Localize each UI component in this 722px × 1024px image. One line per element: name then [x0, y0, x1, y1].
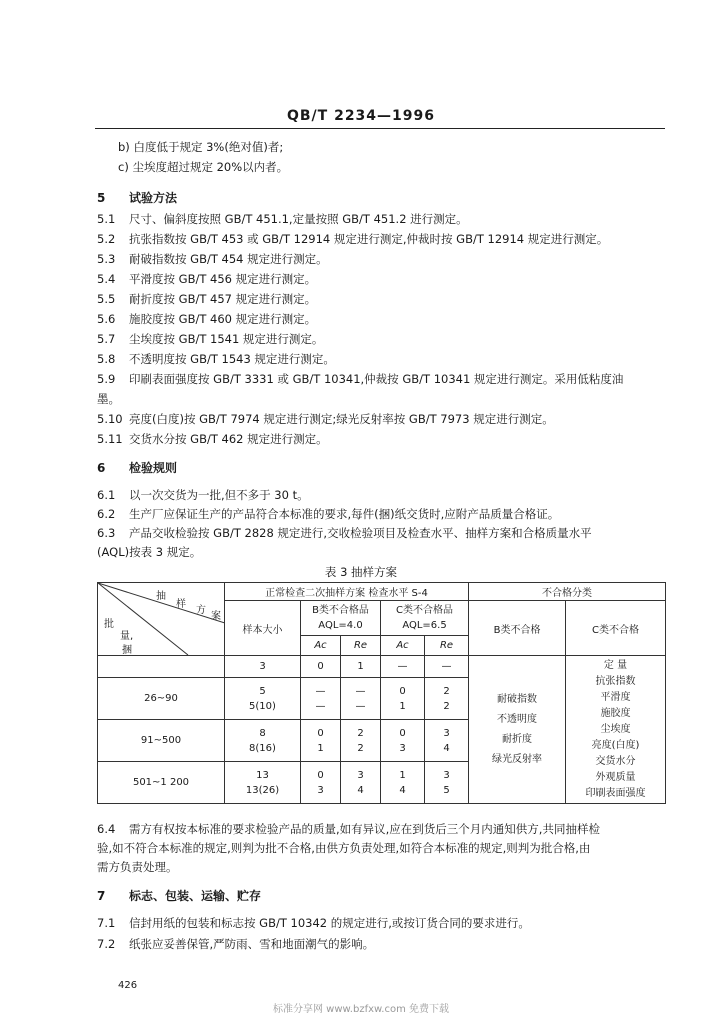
bac-cell [301, 678, 341, 720]
size-cell [225, 656, 301, 678]
item-text: 施胶度按 GB/T 460 规定进行测定。 [129, 312, 317, 326]
cac-cell [381, 720, 425, 762]
c-class-item: 定 量 [603, 659, 628, 671]
item-6-4-continuation-1: 验,如不符合本标准的规定,则判为批不合格,由供方负责处理,如符合本标准的规定,则判为批合格,由 [97, 841, 591, 855]
c-class-item: 施胶度 [600, 707, 631, 719]
size-value: 13(26) [245, 784, 280, 796]
header-c-defective [381, 601, 469, 636]
item-text: 纸张应妥善保管,严防雨、雪和地面潮气的影响。 [129, 937, 375, 951]
item-7-2 [97, 937, 374, 951]
item-5-8 [97, 352, 335, 366]
b-class-items [469, 656, 566, 804]
item-text: 耐破指数按 GB/T 454 规定进行测定。 [129, 252, 328, 266]
diag-char: 量, [120, 631, 134, 642]
bre-cell [341, 656, 381, 678]
bac-cell [301, 720, 341, 762]
header-c-ac: Ac [381, 636, 425, 656]
cre-value: 2 [443, 685, 450, 697]
lot-size-cell [98, 656, 225, 678]
cac-cell [381, 762, 425, 804]
cre-value: 3 [443, 769, 450, 781]
item-6-2 [97, 507, 559, 521]
bac-value: 3 [317, 784, 324, 796]
item-6-4 [97, 822, 600, 836]
diag-char: 样 [176, 599, 186, 610]
cac-value: 1 [399, 769, 406, 781]
c-class-item: 尘埃度 [600, 723, 631, 735]
item-text: 尺寸、偏斜度按照 GB/T 451.1,定量按照 GB/T 451.2 进行测定。 [129, 212, 468, 226]
section-title: 检验规则 [129, 461, 178, 475]
size-value: 5(10) [249, 700, 276, 712]
c-class-item: 外观质量 [595, 771, 636, 783]
b-class-item: 耐破指数 [497, 693, 538, 705]
item-5-3 [97, 252, 328, 266]
item-5-11 [97, 432, 328, 446]
b-class-item: 耐折度 [502, 733, 533, 745]
item-text: 信封用纸的包装和标志按 GB/T 10342 的规定进行,或按订货合同的要求进行。 [129, 916, 530, 930]
bre-value: 2 [357, 742, 364, 754]
cre-value: 2 [443, 700, 450, 712]
cre-cell [425, 678, 469, 720]
page-number: 426 [118, 980, 138, 991]
bac-value: 0 [317, 769, 324, 781]
diag-char: 方 [196, 605, 206, 616]
header-b-re: Re [341, 636, 381, 656]
item-text: 印刷表面强度按 GB/T 3331 或 GB/T 10341,仲裁按 GB/T 10341 规定进行测定。采用低粘度油 [129, 372, 624, 386]
bre-value: — [355, 700, 366, 712]
sampling-plan-table [97, 582, 666, 804]
item-text: 平滑度按 GB/T 456 规定进行测定。 [129, 272, 317, 286]
size-value: 8 [259, 727, 266, 739]
item-number: 5.10 [97, 412, 123, 426]
section-6-heading [97, 461, 177, 475]
item-number: 5.9 [97, 372, 116, 386]
diag-char: 案 [211, 611, 221, 622]
lot-size-cell: 501~1 200 [98, 762, 225, 804]
c-class-item: 交货水分 [595, 755, 636, 767]
item-5-5 [97, 292, 316, 306]
item-5-10 [97, 412, 554, 426]
size-value: 3 [259, 661, 266, 672]
bac-value: 0 [317, 727, 324, 739]
header-b-class: B类不合格 [469, 601, 566, 656]
bre-value: 1 [357, 661, 364, 672]
item-7-1 [97, 916, 530, 930]
item-text: 需方有权按本标准的要求检验产品的质量,如有异议,应在到货后三个月内通知供方,共同抽样检 [129, 822, 600, 836]
section-number: 5 [97, 191, 106, 205]
size-cell [225, 720, 301, 762]
item-text: 亮度(白度)按 GB/T 7974 规定进行测定;绿光反射率按 GB/T 7973 规定进行测定。 [129, 412, 554, 426]
bre-value: 2 [357, 727, 364, 739]
bac-value: — [315, 685, 326, 697]
item-text: 交货水分按 GB/T 462 规定进行测定。 [129, 432, 328, 446]
diag-char: 捆 [122, 645, 132, 656]
table-row [98, 656, 666, 678]
cac-cell [381, 656, 425, 678]
item-number: 5.4 [97, 272, 116, 286]
item-number: 5.11 [97, 432, 123, 446]
cac-value: 3 [399, 742, 406, 754]
size-value: 5 [259, 685, 266, 697]
item-text: 尘埃度按 GB/T 1541 规定进行测定。 [129, 332, 324, 346]
item-6-3 [97, 526, 592, 540]
cre-value: 3 [443, 727, 450, 739]
item-6-1 [97, 488, 309, 502]
section-7-heading [97, 889, 261, 903]
lot-size-cell: 26~90 [98, 678, 225, 720]
item-number: 5.2 [97, 232, 116, 246]
header-defect-class: 不合格分类 [469, 583, 666, 601]
item-number: 7.1 [97, 916, 116, 930]
header-c-aql: AQL=6.5 [402, 620, 447, 631]
cac-value: 1 [399, 700, 406, 712]
item-text: 产品交收检验按 GB/T 2828 规定进行,交收检验项目及检查水平、抽样方案和合格质量水平 [129, 526, 592, 540]
cac-value: 0 [399, 727, 406, 739]
bre-value: — [355, 685, 366, 697]
cre-cell [425, 656, 469, 678]
size-cell [225, 762, 301, 804]
item-text: 耐折度按 GB/T 457 规定进行测定。 [129, 292, 317, 306]
c-class-item: 抗张指数 [595, 675, 636, 687]
item-number: 6.4 [97, 822, 116, 836]
header-b-ac: Ac [301, 636, 341, 656]
bre-value: 3 [357, 769, 364, 781]
lot-size-cell: 91~500 [98, 720, 225, 762]
item-text: 抗张指数按 GB/T 453 或 GB/T 12914 规定进行测定,仲裁时按 GB/T 12914 规定进行测定。 [129, 232, 609, 246]
item-number: 5.5 [97, 292, 116, 306]
header-b-label: B类不合格品 [312, 605, 369, 616]
item-number: 5.6 [97, 312, 116, 326]
bac-value: 0 [317, 661, 324, 672]
c-class-item: 印刷表面强度 [585, 787, 646, 799]
bac-cell [301, 656, 341, 678]
section-number: 7 [97, 889, 106, 903]
diag-char: 批 [104, 619, 114, 630]
item-number: 5.8 [97, 352, 116, 366]
header-sample-size: 样本大小 [225, 601, 301, 656]
cre-cell [425, 762, 469, 804]
item-text: 生产厂应保证生产的产品符合本标准的要求,每件(捆)纸交货时,应附产品质量合格证。 [129, 507, 560, 521]
bre-cell [341, 720, 381, 762]
item-number: 7.2 [97, 937, 116, 951]
page-header-code: QB/T 2234—1996 [286, 108, 436, 124]
cac-cell [381, 678, 425, 720]
item-5-9 [97, 372, 623, 386]
bre-cell [341, 678, 381, 720]
size-value: 8(16) [249, 742, 276, 754]
header-b-defective [301, 601, 381, 636]
item-number: 6.3 [97, 526, 116, 540]
cac-value: 0 [399, 685, 406, 697]
diagonal-header-cell [98, 583, 225, 656]
section-5-heading [97, 191, 177, 205]
item-6-3-continuation: (AQL)按表 3 规定。 [97, 545, 202, 559]
item-number: 6.1 [97, 488, 116, 502]
header-c-re: Re [425, 636, 469, 656]
item-5-1 [97, 212, 468, 226]
item-5-7 [97, 332, 323, 346]
table-caption: 表 3 抽样方案 [324, 565, 398, 579]
item-5-6 [97, 312, 316, 326]
item-number: 5.3 [97, 252, 116, 266]
b-class-item: 不透明度 [497, 713, 538, 725]
diag-char: 抽 [156, 591, 166, 602]
bac-cell [301, 762, 341, 804]
bre-value: 4 [357, 784, 364, 796]
clause-c: c) 尘埃度超过规定 20%以内者。 [118, 160, 289, 174]
item-number: 5.7 [97, 332, 116, 346]
item-number: 5.1 [97, 212, 116, 226]
c-class-items [566, 656, 666, 804]
cac-value: 4 [399, 784, 406, 796]
cre-value: 4 [443, 742, 450, 754]
cre-cell [425, 720, 469, 762]
clause-b: b) 白度低于规定 3%(绝对值)者; [118, 140, 284, 154]
cre-value: 5 [443, 784, 450, 796]
header-rule [95, 128, 665, 129]
item-5-4 [97, 272, 316, 286]
section-title: 试验方法 [129, 191, 178, 205]
item-6-4-continuation-2: 需方负责处理。 [97, 860, 178, 874]
cac-value: — [397, 661, 408, 672]
item-5-9-continuation: 墨。 [97, 392, 120, 406]
item-text: 以一次交货为一批,但不多于 30 t。 [129, 488, 309, 502]
item-text: 不透明度按 GB/T 1543 规定进行测定。 [129, 352, 335, 366]
size-cell [225, 678, 301, 720]
watermark-text: 标准分享网 www.bzfxw.com 免费下载 [273, 1004, 449, 1015]
item-5-2 [97, 232, 608, 246]
header-plan: 正常检查二次抽样方案 检查水平 S-4 [225, 583, 469, 601]
size-value: 13 [256, 769, 269, 781]
item-number: 6.2 [97, 507, 116, 521]
b-class-item: 绿光反射率 [492, 753, 543, 765]
header-c-class: C类不合格 [566, 601, 666, 656]
header-c-label: C类不合格品 [396, 605, 453, 616]
bac-value: — [315, 700, 326, 712]
c-class-item: 平滑度 [600, 691, 631, 703]
bac-value: 1 [317, 742, 324, 754]
c-class-item: 亮度(白度) [591, 739, 640, 751]
section-number: 6 [97, 461, 106, 475]
section-title: 标志、包装、运输、贮存 [129, 889, 262, 903]
header-b-aql: AQL=4.0 [318, 620, 363, 631]
bre-cell [341, 762, 381, 804]
cre-value: — [441, 661, 452, 672]
